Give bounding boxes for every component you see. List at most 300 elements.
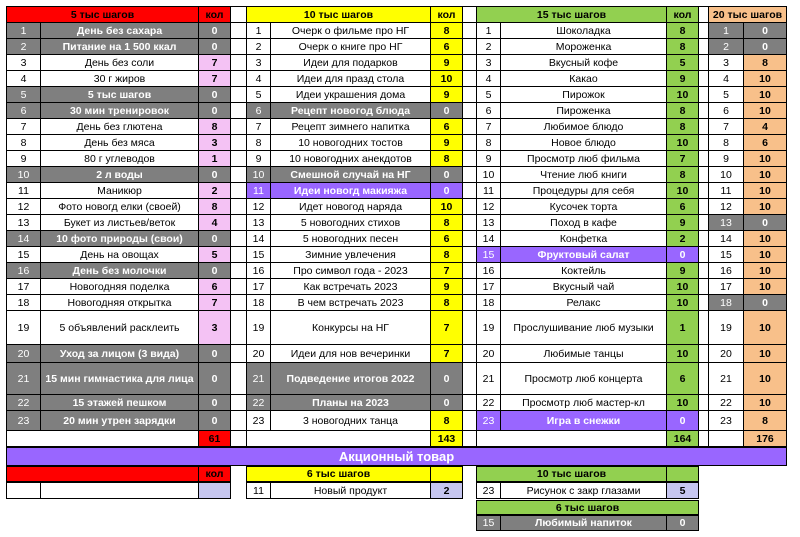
row-15k-num[interactable]: 7 [476, 118, 501, 135]
row-15k-qty[interactable]: 5 [666, 54, 699, 71]
row-5k-num[interactable]: 11 [6, 182, 41, 199]
row-20k-qty[interactable]: 10 [743, 344, 787, 363]
row-gap-1[interactable] [230, 278, 247, 295]
row-15k-task[interactable]: Прослушивание люб музыки [500, 310, 667, 345]
row-15k-task[interactable]: Мороженка [500, 38, 667, 55]
promo-5k-header[interactable] [6, 466, 199, 482]
row-15k-num[interactable]: 9 [476, 150, 501, 167]
row-5k-qty[interactable]: 0 [198, 410, 231, 431]
row-gap-2[interactable] [462, 118, 477, 135]
row-15k-qty[interactable]: 0 [666, 246, 699, 263]
row-gap-1[interactable] [230, 310, 247, 345]
row-20k-qty[interactable]: 10 [743, 102, 787, 119]
row-10k-task[interactable]: Идеи новогд макияжа [270, 182, 431, 199]
row-15k-task[interactable]: Фруктовый салат [500, 246, 667, 263]
row-10k-num[interactable]: 4 [246, 70, 271, 87]
row-20k-qty[interactable]: 10 [743, 394, 787, 411]
row-5k-task[interactable]: День без сахара [40, 22, 199, 39]
row-gap-2[interactable] [462, 38, 477, 55]
row-20k-num[interactable]: 9 [708, 150, 744, 167]
row-5k-task[interactable]: День на овощах [40, 246, 199, 263]
row-5k-num[interactable]: 2 [6, 38, 41, 55]
row-20k-qty[interactable]: 10 [743, 262, 787, 279]
row-10k-task[interactable]: Рецепт зимнего напитка [270, 118, 431, 135]
row-15k-task[interactable]: Релакс [500, 294, 667, 311]
row-20k-num[interactable]: 5 [708, 86, 744, 103]
row-10k-qty[interactable]: 0 [430, 102, 463, 119]
row-10k-num[interactable]: 8 [246, 134, 271, 151]
row-gap-2[interactable] [462, 166, 477, 183]
row-20k-num[interactable]: 23 [708, 410, 744, 431]
row-10k-task[interactable]: В чем встречать 2023 [270, 294, 431, 311]
row-15k-num[interactable]: 12 [476, 198, 501, 215]
row-10k-num[interactable]: 16 [246, 262, 271, 279]
row-15k-task[interactable]: Пироженка [500, 102, 667, 119]
row-15k-task[interactable]: Чтение люб книги [500, 166, 667, 183]
row-5k-num[interactable]: 6 [6, 102, 41, 119]
header-10k-qty[interactable]: кол [430, 6, 463, 23]
promo-5k-task[interactable] [40, 482, 199, 499]
row-20k-qty[interactable]: 0 [743, 22, 787, 39]
row-15k-num[interactable]: 16 [476, 262, 501, 279]
row-20k-num[interactable]: 10 [708, 166, 744, 183]
row-5k-qty[interactable]: 1 [198, 150, 231, 167]
row-10k-qty[interactable]: 8 [430, 22, 463, 39]
row-15k-task[interactable]: Поход в кафе [500, 214, 667, 231]
row-15k-task[interactable]: Коктейль [500, 262, 667, 279]
row-20k-num[interactable]: 17 [708, 278, 744, 295]
row-10k-num[interactable]: 7 [246, 118, 271, 135]
row-5k-task[interactable]: День без мяса [40, 134, 199, 151]
row-gap-2[interactable] [462, 410, 477, 431]
row-5k-task[interactable]: 15 мин гимнастика для лица [40, 362, 199, 395]
row-gap-1[interactable] [230, 262, 247, 279]
row-20k-qty[interactable]: 10 [743, 198, 787, 215]
row-15k-num[interactable]: 8 [476, 134, 501, 151]
row-15k-num[interactable]: 11 [476, 182, 501, 199]
row-10k-task[interactable]: 5 новогодних стихов [270, 214, 431, 231]
row-5k-task[interactable]: Питание на 1 500 ккал [40, 38, 199, 55]
row-10k-num[interactable]: 21 [246, 362, 271, 395]
row-10k-num[interactable]: 15 [246, 246, 271, 263]
row-5k-qty[interactable]: 0 [198, 230, 231, 247]
row-5k-num[interactable]: 20 [6, 344, 41, 363]
row-15k-qty[interactable]: 9 [666, 262, 699, 279]
row-10k-qty[interactable]: 8 [430, 150, 463, 167]
promo-6k-b-title[interactable]: 6 тыс шагов [476, 500, 699, 515]
row-5k-num[interactable]: 14 [6, 230, 41, 247]
total-10k[interactable]: 143 [430, 430, 463, 447]
row-5k-qty[interactable]: 4 [198, 214, 231, 231]
row-15k-num[interactable]: 14 [476, 230, 501, 247]
row-10k-qty[interactable]: 6 [430, 230, 463, 247]
row-15k-task[interactable]: Вкусный чай [500, 278, 667, 295]
row-10k-qty[interactable]: 0 [430, 182, 463, 199]
row-5k-qty[interactable]: 0 [198, 344, 231, 363]
row-10k-qty[interactable]: 6 [430, 38, 463, 55]
row-20k-num[interactable]: 20 [708, 344, 744, 363]
row-5k-task[interactable]: 2 л воды [40, 166, 199, 183]
promo-5k-num[interactable] [6, 482, 41, 499]
row-15k-num[interactable]: 5 [476, 86, 501, 103]
row-20k-num[interactable]: 18 [708, 294, 744, 311]
row-gap-2[interactable] [462, 344, 477, 363]
row-gap-2[interactable] [462, 262, 477, 279]
promo-6k-qty[interactable]: 2 [430, 482, 463, 499]
row-10k-num[interactable]: 14 [246, 230, 271, 247]
row-20k-qty[interactable]: 0 [743, 38, 787, 55]
row-20k-qty[interactable]: 10 [743, 182, 787, 199]
row-5k-task[interactable]: Уход за лицом (3 вида) [40, 344, 199, 363]
row-20k-qty[interactable]: 4 [743, 118, 787, 135]
row-15k-task[interactable]: Кусочек торта [500, 198, 667, 215]
row-20k-num[interactable]: 2 [708, 38, 744, 55]
row-5k-qty[interactable]: 8 [198, 118, 231, 135]
row-15k-qty[interactable]: 1 [666, 310, 699, 345]
row-20k-num[interactable]: 13 [708, 214, 744, 231]
totals-20k-spacer[interactable] [708, 430, 744, 447]
row-5k-task[interactable]: Новогодняя открытка [40, 294, 199, 311]
row-20k-num[interactable]: 12 [708, 198, 744, 215]
row-15k-num[interactable]: 1 [476, 22, 501, 39]
row-20k-qty[interactable]: 8 [743, 410, 787, 431]
row-10k-qty[interactable]: 0 [430, 362, 463, 395]
row-5k-task[interactable]: 5 объявлений расклеить [40, 310, 199, 345]
row-gap-2[interactable] [462, 150, 477, 167]
row-20k-num[interactable]: 4 [708, 70, 744, 87]
row-5k-num[interactable]: 15 [6, 246, 41, 263]
row-10k-qty[interactable]: 9 [430, 54, 463, 71]
row-10k-task[interactable]: Подведение итогов 2022 [270, 362, 431, 395]
row-15k-num[interactable]: 10 [476, 166, 501, 183]
row-20k-num[interactable]: 16 [708, 262, 744, 279]
row-10k-qty[interactable]: 7 [430, 262, 463, 279]
row-5k-task[interactable]: 80 г углеводов [40, 150, 199, 167]
row-gap-1[interactable] [230, 294, 247, 311]
row-20k-qty[interactable]: 10 [743, 70, 787, 87]
row-15k-num[interactable]: 23 [476, 410, 501, 431]
row-5k-task[interactable]: Новогодняя поделка [40, 278, 199, 295]
row-15k-qty[interactable]: 8 [666, 118, 699, 135]
row-15k-qty[interactable]: 9 [666, 214, 699, 231]
promo-6k-num[interactable]: 11 [246, 482, 271, 499]
row-5k-num[interactable]: 10 [6, 166, 41, 183]
row-5k-qty[interactable]: 8 [198, 198, 231, 215]
row-10k-num[interactable]: 2 [246, 38, 271, 55]
row-5k-qty[interactable]: 0 [198, 166, 231, 183]
row-10k-qty[interactable]: 7 [430, 344, 463, 363]
row-5k-num[interactable]: 19 [6, 310, 41, 345]
row-5k-num[interactable]: 16 [6, 262, 41, 279]
promo-10k-num[interactable]: 23 [476, 482, 501, 499]
totals-10k-spacer[interactable] [246, 430, 431, 447]
row-gap-1[interactable] [230, 70, 247, 87]
row-10k-qty[interactable]: 9 [430, 278, 463, 295]
row-15k-qty[interactable]: 8 [666, 102, 699, 119]
row-15k-num[interactable]: 15 [476, 246, 501, 263]
row-15k-num[interactable]: 4 [476, 70, 501, 87]
row-10k-qty[interactable]: 8 [430, 246, 463, 263]
row-10k-num[interactable]: 11 [246, 182, 271, 199]
row-10k-num[interactable]: 20 [246, 344, 271, 363]
row-10k-task[interactable]: Планы на 2023 [270, 394, 431, 411]
row-10k-num[interactable]: 6 [246, 102, 271, 119]
row-15k-task[interactable]: Любимые танцы [500, 344, 667, 363]
row-20k-qty[interactable]: 10 [743, 166, 787, 183]
row-20k-qty[interactable]: 8 [743, 54, 787, 71]
row-gap-2[interactable] [462, 182, 477, 199]
row-20k-num[interactable]: 14 [708, 230, 744, 247]
row-15k-num[interactable]: 2 [476, 38, 501, 55]
row-5k-num[interactable]: 9 [6, 150, 41, 167]
row-gap-2[interactable] [462, 102, 477, 119]
row-10k-task[interactable]: 5 новогодних песен [270, 230, 431, 247]
promo-6k-title[interactable]: 6 тыс шагов [246, 466, 431, 482]
row-10k-task[interactable]: Зимние увлечения [270, 246, 431, 263]
row-20k-num[interactable]: 21 [708, 362, 744, 395]
row-5k-num[interactable]: 13 [6, 214, 41, 231]
row-10k-task[interactable]: 3 новогодних танца [270, 410, 431, 431]
row-10k-task[interactable]: Смешной случай на НГ [270, 166, 431, 183]
row-gap-1[interactable] [230, 362, 247, 395]
row-5k-qty[interactable]: 3 [198, 310, 231, 345]
row-15k-qty[interactable]: 0 [666, 410, 699, 431]
row-20k-num[interactable]: 22 [708, 394, 744, 411]
row-10k-qty[interactable]: 0 [430, 166, 463, 183]
row-gap-1[interactable] [230, 182, 247, 199]
row-gap-1[interactable] [230, 214, 247, 231]
row-gap-1[interactable] [230, 344, 247, 363]
row-10k-num[interactable]: 1 [246, 22, 271, 39]
row-15k-task[interactable]: Шоколадка [500, 22, 667, 39]
header-gap-2[interactable] [462, 6, 477, 23]
row-gap-1[interactable] [230, 198, 247, 215]
row-5k-task[interactable]: День без молочки [40, 262, 199, 279]
row-15k-qty[interactable]: 10 [666, 134, 699, 151]
row-15k-num[interactable]: 13 [476, 214, 501, 231]
row-5k-qty[interactable]: 0 [198, 394, 231, 411]
row-15k-qty[interactable]: 8 [666, 22, 699, 39]
row-5k-task[interactable]: Маникюр [40, 182, 199, 199]
row-10k-qty[interactable]: 7 [430, 310, 463, 345]
row-15k-num[interactable]: 20 [476, 344, 501, 363]
row-gap-2[interactable] [462, 294, 477, 311]
row-gap-1[interactable] [230, 134, 247, 151]
row-5k-qty[interactable]: 7 [198, 54, 231, 71]
row-10k-num[interactable]: 18 [246, 294, 271, 311]
row-15k-qty[interactable]: 7 [666, 150, 699, 167]
row-5k-qty[interactable]: 0 [198, 262, 231, 279]
row-5k-task[interactable]: Фото новогд елки (своей) [40, 198, 199, 215]
row-10k-num[interactable]: 5 [246, 86, 271, 103]
row-gap-1[interactable] [230, 150, 247, 167]
row-20k-num[interactable]: 6 [708, 102, 744, 119]
row-10k-task[interactable]: Про символ года - 2023 [270, 262, 431, 279]
row-10k-task[interactable]: Идеи для подарков [270, 54, 431, 71]
row-gap-1[interactable] [230, 102, 247, 119]
row-20k-qty[interactable]: 0 [743, 214, 787, 231]
total-20k[interactable]: 176 [743, 430, 787, 447]
promo-10k-title[interactable]: 10 тыс шагов [476, 466, 667, 482]
row-15k-task[interactable]: Просмотр люб мастер-кл [500, 394, 667, 411]
row-15k-task[interactable]: Какао [500, 70, 667, 87]
row-15k-qty[interactable]: 10 [666, 294, 699, 311]
row-gap-1[interactable] [230, 166, 247, 183]
row-5k-qty[interactable]: 0 [198, 86, 231, 103]
row-gap-2[interactable] [462, 246, 477, 263]
row-5k-task[interactable]: День без соли [40, 54, 199, 71]
row-20k-qty[interactable]: 10 [743, 310, 787, 345]
row-10k-task[interactable]: 10 новогодних тостов [270, 134, 431, 151]
row-5k-num[interactable]: 21 [6, 362, 41, 395]
row-15k-task[interactable]: Новое блюдо [500, 134, 667, 151]
row-5k-qty[interactable]: 7 [198, 294, 231, 311]
promo-6k-task[interactable]: Новый продукт [270, 482, 431, 499]
header-15k-qty[interactable]: кол [666, 6, 699, 23]
row-5k-task[interactable]: 15 этажей пешком [40, 394, 199, 411]
row-20k-qty[interactable]: 10 [743, 86, 787, 103]
row-15k-qty[interactable]: 9 [666, 70, 699, 87]
row-10k-qty[interactable]: 8 [430, 214, 463, 231]
row-20k-qty[interactable]: 10 [743, 278, 787, 295]
row-gap-2[interactable] [462, 22, 477, 39]
row-10k-num[interactable]: 3 [246, 54, 271, 71]
row-10k-task[interactable]: Конкурсы на НГ [270, 310, 431, 345]
row-20k-qty[interactable]: 0 [743, 294, 787, 311]
row-10k-num[interactable]: 10 [246, 166, 271, 183]
row-10k-num[interactable]: 22 [246, 394, 271, 411]
row-10k-num[interactable]: 17 [246, 278, 271, 295]
row-15k-task[interactable]: Любимое блюдо [500, 118, 667, 135]
row-15k-task[interactable]: Просмотр люб концерта [500, 362, 667, 395]
row-10k-qty[interactable]: 0 [430, 394, 463, 411]
row-gap-1[interactable] [230, 22, 247, 39]
row-5k-qty[interactable]: 7 [198, 70, 231, 87]
row-gap-1[interactable] [230, 118, 247, 135]
row-gap-2[interactable] [462, 54, 477, 71]
row-5k-task[interactable]: Букет из листьев/веток [40, 214, 199, 231]
row-gap-2[interactable] [462, 86, 477, 103]
totals-15k-spacer[interactable] [476, 430, 667, 447]
row-5k-num[interactable]: 3 [6, 54, 41, 71]
row-15k-qty[interactable]: 10 [666, 182, 699, 199]
row-20k-qty[interactable]: 10 [743, 246, 787, 263]
row-10k-task[interactable]: Идеи для празд стола [270, 70, 431, 87]
row-15k-qty[interactable]: 6 [666, 198, 699, 215]
row-15k-num[interactable]: 21 [476, 362, 501, 395]
row-15k-task[interactable]: Игра в снежки [500, 410, 667, 431]
row-5k-qty[interactable]: 6 [198, 278, 231, 295]
header-5k-qty[interactable]: кол [198, 6, 231, 23]
row-gap-1[interactable] [230, 394, 247, 411]
row-15k-qty[interactable]: 10 [666, 344, 699, 363]
row-gap-2[interactable] [462, 278, 477, 295]
row-5k-num[interactable]: 12 [6, 198, 41, 215]
row-10k-num[interactable]: 13 [246, 214, 271, 231]
row-10k-qty[interactable]: 10 [430, 70, 463, 87]
row-15k-num[interactable]: 19 [476, 310, 501, 345]
row-15k-task[interactable]: Процедуры для себя [500, 182, 667, 199]
row-15k-num[interactable]: 18 [476, 294, 501, 311]
row-15k-task[interactable]: Пирожок [500, 86, 667, 103]
totals-gap-2[interactable] [462, 430, 477, 447]
row-20k-num[interactable]: 7 [708, 118, 744, 135]
totals-5k-spacer[interactable] [6, 430, 199, 447]
row-15k-task[interactable]: Конфетка [500, 230, 667, 247]
row-15k-qty[interactable]: 10 [666, 394, 699, 411]
row-10k-task[interactable]: Как встречать 2023 [270, 278, 431, 295]
row-10k-num[interactable]: 23 [246, 410, 271, 431]
promo-6k-b-task[interactable]: Любимый напиток [500, 515, 667, 531]
row-5k-num[interactable]: 7 [6, 118, 41, 135]
row-20k-qty[interactable]: 10 [743, 230, 787, 247]
row-gap-1[interactable] [230, 246, 247, 263]
row-15k-num[interactable]: 3 [476, 54, 501, 71]
row-gap-2[interactable] [462, 310, 477, 345]
row-15k-num[interactable]: 6 [476, 102, 501, 119]
row-5k-num[interactable]: 4 [6, 70, 41, 87]
row-gap-1[interactable] [230, 410, 247, 431]
row-gap-2[interactable] [462, 362, 477, 395]
row-gap-2[interactable] [462, 198, 477, 215]
promo-5k-qty[interactable] [198, 482, 231, 499]
promo-banner[interactable]: Акционный товар [6, 447, 787, 466]
row-15k-qty[interactable]: 8 [666, 38, 699, 55]
total-5k[interactable]: 61 [198, 430, 231, 447]
row-10k-task[interactable]: Очерк о фильме про НГ [270, 22, 431, 39]
row-5k-task[interactable]: 10 фото природы (свои) [40, 230, 199, 247]
row-10k-qty[interactable]: 6 [430, 118, 463, 135]
row-10k-qty[interactable]: 8 [430, 294, 463, 311]
row-5k-num[interactable]: 18 [6, 294, 41, 311]
total-15k[interactable]: 164 [666, 430, 699, 447]
row-15k-qty[interactable]: 6 [666, 362, 699, 395]
row-gap-2[interactable] [462, 214, 477, 231]
row-20k-num[interactable]: 19 [708, 310, 744, 345]
row-5k-num[interactable]: 22 [6, 394, 41, 411]
row-5k-qty[interactable]: 3 [198, 134, 231, 151]
totals-gap-1[interactable] [230, 430, 247, 447]
row-5k-qty[interactable]: 2 [198, 182, 231, 199]
row-15k-task[interactable]: Вкусный кофе [500, 54, 667, 71]
row-5k-num[interactable]: 5 [6, 86, 41, 103]
row-20k-num[interactable]: 3 [708, 54, 744, 71]
row-10k-num[interactable]: 12 [246, 198, 271, 215]
row-15k-qty[interactable]: 2 [666, 230, 699, 247]
row-10k-num[interactable]: 9 [246, 150, 271, 167]
row-5k-num[interactable]: 23 [6, 410, 41, 431]
row-10k-task[interactable]: Идеи украшения дома [270, 86, 431, 103]
row-gap-2[interactable] [462, 394, 477, 411]
row-10k-num[interactable]: 19 [246, 310, 271, 345]
header-5k-title[interactable]: 5 тыс шагов [6, 6, 199, 23]
row-20k-num[interactable]: 8 [708, 134, 744, 151]
row-gap-2[interactable] [462, 230, 477, 247]
promo-6k-b-qty[interactable]: 0 [666, 515, 699, 531]
promo-6k-b-num[interactable]: 15 [476, 515, 501, 531]
row-gap-1[interactable] [230, 230, 247, 247]
row-15k-task[interactable]: Просмотр люб фильма [500, 150, 667, 167]
row-10k-task[interactable]: Очерк о книге про НГ [270, 38, 431, 55]
row-5k-task[interactable]: 5 тыс шагов [40, 86, 199, 103]
row-5k-qty[interactable]: 0 [198, 22, 231, 39]
row-5k-task[interactable]: 30 г жиров [40, 70, 199, 87]
header-15k-title[interactable]: 15 тыс шагов [476, 6, 667, 23]
row-5k-qty[interactable]: 0 [198, 38, 231, 55]
row-10k-task[interactable]: Рецепт новогод блюда [270, 102, 431, 119]
row-20k-num[interactable]: 1 [708, 22, 744, 39]
row-10k-task[interactable]: Идет новогод наряда [270, 198, 431, 215]
